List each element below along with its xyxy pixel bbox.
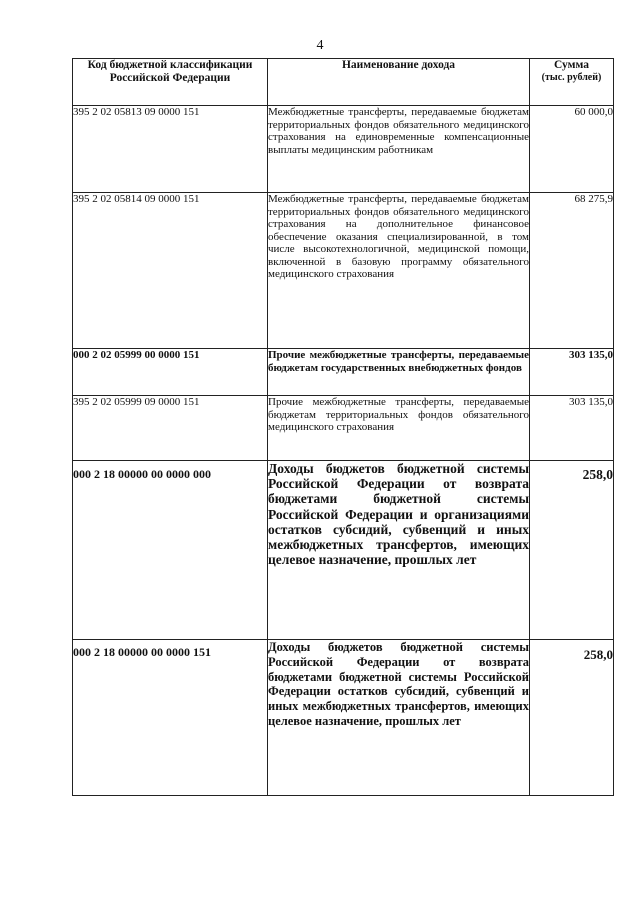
table-row — [73, 461, 614, 640]
row-name: Межбюджетные трансферты, передаваемые бюджетам территориальных фондов обязательного медицинского страхования на единовременные компенсационные выплаты медицинским работникам — [268, 106, 530, 193]
header-sum — [530, 59, 614, 106]
table-row — [73, 396, 614, 461]
revenue-table — [72, 58, 614, 796]
table-row — [73, 349, 614, 396]
header-name: Наименование дохода — [268, 59, 530, 106]
row-code: 395 2 02 05814 09 0000 151 — [73, 193, 268, 349]
row-name: Доходы бюджетов бюджетной системы Российской Федерации от возврата бюджетами бюджетной системы Российской Федерации и организациями остатков субсидий, субвенций и иных межбюджетных трансфертов, имеющих целевое назначение, прошлых лет — [268, 461, 530, 640]
table-row — [73, 106, 614, 193]
row-sum: 60 000,0 — [530, 106, 614, 193]
header-sum-label: Сумма — [554, 59, 589, 71]
row-name: Прочие межбюджетные трансферты, передаваемые бюджетам территориальных фондов обязательного медицинского страхования — [268, 396, 530, 461]
row-sum: 303 135,0 — [530, 349, 614, 396]
row-code: 395 2 02 05813 09 0000 151 — [73, 106, 268, 193]
row-code: 000 2 02 05999 00 0000 151 — [73, 349, 268, 396]
table-header-row — [73, 59, 614, 106]
header-code: Код бюджетной классификации Российской Федерации — [73, 59, 268, 106]
row-name: Межбюджетные трансферты, передаваемые бюджетам территориальных фондов обязательного медицинского страхования на дополнительное финансовое обеспечение оказания специализированной, в том числе высокотехнологичной, медицинской помощи, включенной в базовую программу обязательного медицинского страхования — [268, 193, 530, 349]
page-number: 4 — [316, 38, 324, 53]
header-sum-unit: (тыс. рублей) — [541, 71, 602, 83]
row-sum: 303 135,0 — [530, 396, 614, 461]
row-name: Прочие межбюджетные трансферты, передаваемые бюджетам государственных внебюджетных фондов — [268, 349, 530, 396]
row-code: 395 2 02 05999 09 0000 151 — [73, 396, 268, 461]
row-sum: 258,0 — [530, 461, 614, 640]
table-row — [73, 193, 614, 349]
row-code: 000 2 18 00000 00 0000 000 — [73, 461, 268, 640]
table-row — [73, 640, 614, 796]
row-code: 000 2 18 00000 00 0000 151 — [73, 640, 268, 796]
row-name: Доходы бюджетов бюджетной системы Российской Федерации от возврата бюджетами бюджетной системы Российской Федерации остатков субсидий, субвенций и иных межбюджетных трансфертов, имеющих целевое назначение, прошлых лет — [268, 640, 530, 796]
row-sum: 68 275,9 — [530, 193, 614, 349]
row-sum: 258,0 — [530, 640, 614, 796]
